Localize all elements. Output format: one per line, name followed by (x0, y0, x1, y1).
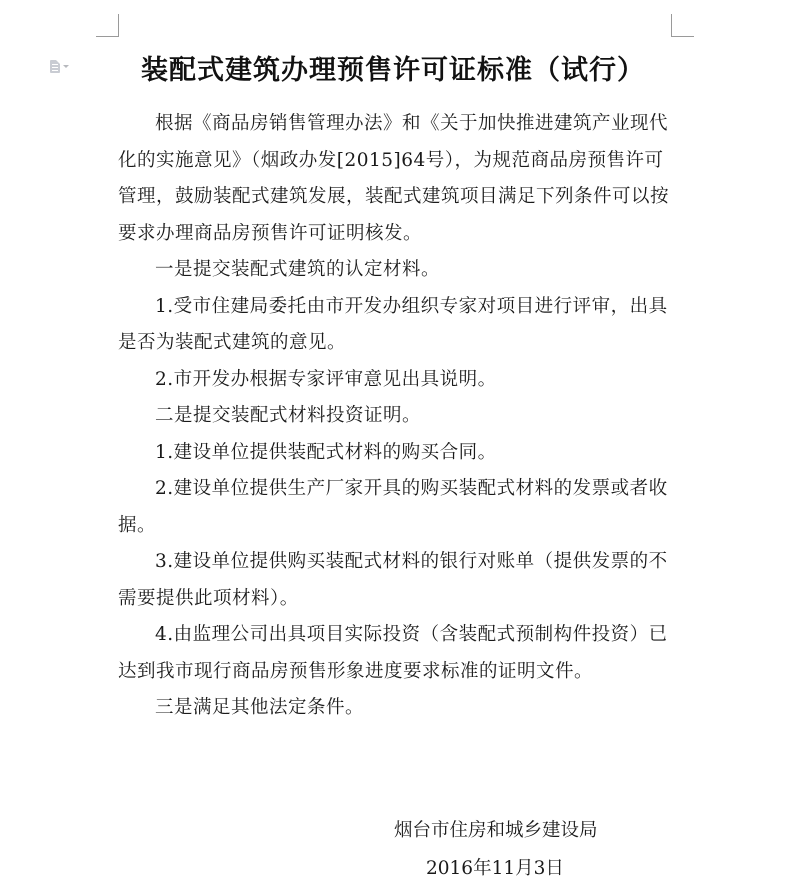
paragraph: 4.由监理公司出具项目实际投资（含装配式预制构件投资）已达到我市现行商品房预售形象进度要求标准的证明文件。 (118, 624, 668, 682)
paragraph: 二是提交装配式材料投资证明。 (155, 405, 422, 426)
paragraph: 1.受市住建局委托由市开发办组织专家对项目进行评审，出具是否为装配式建筑的意见。 (118, 295, 668, 353)
signature-date: 2016年11月3日 (426, 858, 564, 879)
paragraph: 3.建设单位提供购买装配式材料的银行对账单（提供发票的不需要提供此项材料）。 (118, 551, 668, 609)
document-body (118, 106, 674, 727)
margin-corner-top-right (671, 14, 694, 37)
paragraph: 2.市开发办根据专家评审意见出具说明。 (155, 368, 497, 390)
paragraph: 三是满足其他法定条件。 (155, 697, 365, 718)
margin-corner-top-left (96, 14, 119, 37)
paragraph: 一是提交装配式建筑的认定材料。 (155, 259, 441, 280)
paragraph-intro: 根据《商品房销售管理办法》和《关于加快推进建筑产业现代化的实施意见》（烟政办发[2015]64号），为规范商品房预售许可管理，鼓励装配式建筑发展，装配式建筑项目满足下列条件可以按要求办理商品房预售许可证明核发。 (118, 113, 670, 244)
paragraph: 2.建设单位提供生产厂家开具的购买装配式材料的发票或者收据。 (118, 478, 668, 536)
signature-organization: 烟台市住房和城乡建设局 (394, 820, 598, 841)
paragraph: 1.建设单位提供装配式材料的购买合同。 (155, 441, 497, 463)
document-title: 装配式建筑办理预售许可证标准（试行） (141, 55, 645, 86)
